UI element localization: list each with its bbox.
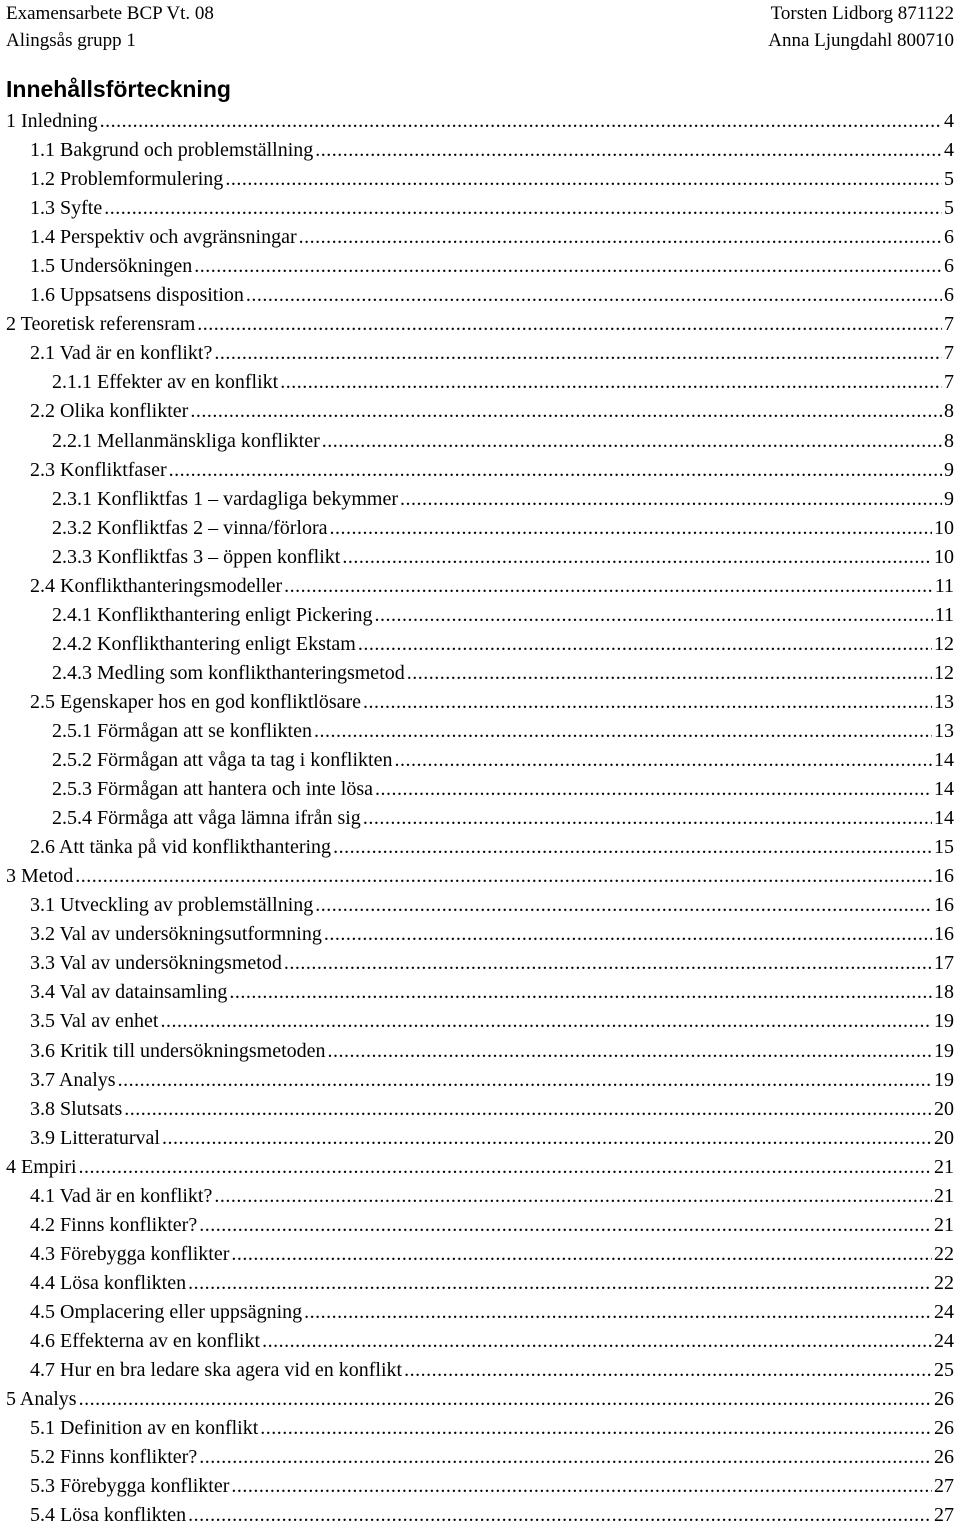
toc-entry-title: 4.7 Hur en bra ledare ska agera vid en konflikt [30,1359,403,1382]
toc-leader-dots [225,165,942,194]
toc-leader-dots [161,1007,933,1036]
toc-page-number: 19 [934,1068,954,1091]
toc-entry[interactable] [0,572,960,601]
toc-leader-dots [324,920,932,949]
toc-entry[interactable] [0,427,960,456]
toc-entry-title: 2.5.2 Förmågan att våga ta tag i konflikten [52,749,393,772]
toc-page-number: 5 [944,168,954,191]
toc-leader-dots [375,775,932,804]
header-author-1: Torsten Lidborg 871122 [770,3,954,24]
toc-page-number: 9 [944,458,954,481]
toc-entry-title: 4.6 Effekterna av en konflikt [30,1329,261,1352]
toc-page-number: 24 [934,1329,954,1352]
toc-entry-title: 5.1 Definition av en konflikt [30,1417,259,1440]
toc-entry-title: 2.5.3 Förmågan att hantera och inte lösa [52,778,374,801]
toc-leader-dots [342,543,932,572]
toc-entry[interactable] [0,1182,960,1211]
toc-page-number: 7 [944,371,954,394]
toc-leader-dots [280,368,942,397]
toc-entry[interactable] [0,978,960,1007]
toc-page-number: 19 [934,1010,954,1033]
toc-page-number: 5 [944,197,954,220]
toc-entry[interactable] [0,136,960,165]
toc-entry[interactable] [0,1211,960,1240]
toc-leader-dots [169,456,942,485]
toc-page-number: 19 [934,1039,954,1062]
toc-entry-title: 1.6 Uppsatsens disposition [30,284,244,307]
toc-leader-dots [199,1443,932,1472]
toc-page-number: 16 [934,865,954,888]
toc-leader-dots [315,136,942,165]
toc-leader-dots [104,194,942,223]
toc-page-number: 17 [934,952,954,975]
header-course: Examensarbete BCP Vt. 08 [6,3,214,24]
toc-page-number: 16 [934,894,954,917]
toc-page-number: 27 [934,1475,954,1498]
toc-page-number: 6 [944,255,954,278]
toc-entry[interactable] [0,1298,960,1327]
toc-entry-title: 1 Inledning [6,110,98,132]
toc-entry[interactable] [0,659,960,688]
toc-entry[interactable] [0,804,960,833]
toc-leader-dots [333,833,932,862]
toc-entry-title: 3.7 Analys [30,1068,116,1091]
toc-page-number: 26 [934,1388,954,1411]
toc-entry-title: 2.2 Olika konflikter [30,400,189,423]
toc-leader-dots [315,891,932,920]
toc-entry-title: 2.3.3 Konfliktfas 3 – öppen konflikt [52,545,341,568]
toc-leader-dots [231,1472,932,1501]
toc-entry-title: 1.4 Perspektiv och avgränsningar [30,226,297,249]
toc-page-number: 11 [934,603,954,626]
toc-page-number: 8 [944,400,954,423]
toc-title: Innehållsförteckning [6,76,231,102]
toc-page-number: 18 [934,981,954,1004]
toc-entry-title: 4.4 Lösa konflikten [30,1271,187,1294]
toc-page-number: 9 [944,487,954,510]
toc-page-number: 12 [934,632,954,655]
toc-page-number: 13 [934,719,954,742]
toc-entry-title: 1.2 Problemformulering [30,168,224,191]
toc-leader-dots [188,1269,932,1298]
toc-entry-title: 2.1 Vad är en konflikt? [30,342,213,365]
toc-entry-title: 2.5.4 Förmåga att våga lämna ifrån sig [52,807,361,830]
toc-entry-title: 2.5 Egenskaper hos en god konfliktlösare [30,690,362,713]
toc-leader-dots [199,1211,932,1240]
toc-entry[interactable] [0,252,960,281]
toc-entry-title: 5.3 Förebygga konflikter [30,1475,230,1498]
toc-leader-dots [190,397,942,426]
toc-entry-title: 2.5.1 Förmågan att se konflikten [52,719,312,742]
toc-entry[interactable] [0,920,960,949]
toc-leader-dots [162,1124,932,1153]
toc-page-number: 8 [944,429,954,452]
toc-leader-dots [214,1182,932,1211]
toc-page-number: 15 [934,836,954,859]
toc-entry[interactable] [0,1356,960,1385]
toc-leader-dots [79,1153,932,1182]
toc-entry[interactable] [0,601,960,630]
toc-entry-title: 2 Teoretisk referensram [6,313,196,336]
toc-page-number: 21 [934,1184,954,1207]
toc-entry-title: 5 Analys [6,1388,77,1411]
toc-entry-title: 2.2.1 Mellanmänskliga konflikter [52,429,320,452]
toc-entry-title: 1.5 Undersökningen [30,255,193,278]
toc-entry[interactable] [0,310,960,339]
toc-leader-dots [322,427,942,456]
toc-entry[interactable] [0,1095,960,1124]
toc-entry-title: 2.4.1 Konflikthantering enligt Pickering [52,603,373,626]
toc-entry[interactable] [0,368,960,397]
toc-leader-dots [79,1385,932,1414]
toc-entry-title: 4 Empiri [6,1155,77,1178]
toc-entry[interactable] [0,1269,960,1298]
toc-leader-dots [304,1298,932,1327]
toc-leader-dots [363,804,932,833]
toc-leader-dots [284,572,933,601]
toc-leader-dots [246,281,942,310]
toc-entry-title: 2.1.1 Effekter av en konflikt [52,371,279,394]
toc-entry-title: 4.2 Finns konflikter? [30,1213,198,1236]
toc-leader-dots [314,717,932,746]
toc-page-number: 26 [934,1446,954,1469]
toc-entry-title: 3.2 Val av undersökningsutformning [30,923,322,946]
toc-page-number: 20 [934,1097,954,1120]
toc-entry[interactable] [0,339,960,368]
toc-entry[interactable] [0,1066,960,1095]
toc-page-number: 6 [944,226,954,249]
toc-leader-dots [400,485,942,514]
toc-entry[interactable] [0,688,960,717]
toc-page-number: 11 [934,574,954,597]
toc-leader-dots [188,1501,932,1530]
toc-entry[interactable] [0,1037,960,1066]
table-of-contents [0,107,960,1530]
toc-entry[interactable] [0,717,960,746]
toc-entry[interactable] [0,397,960,426]
toc-entry-title: 3.6 Kritik till undersökningsmetoden [30,1039,326,1062]
page-header [6,0,954,56]
toc-entry-title: 3.8 Slutsats [30,1097,123,1120]
toc-entry[interactable] [0,1153,960,1182]
toc-page-number: 21 [934,1155,954,1178]
toc-entry-title: 2.3 Konfliktfaser [30,458,167,481]
toc-leader-dots [214,339,942,368]
toc-leader-dots [407,659,932,688]
toc-entry-title: 2.6 Att tänka på vid konflikthantering [30,836,332,859]
toc-page-number: 4 [944,139,954,162]
toc-leader-dots [231,1240,932,1269]
toc-page-number: 27 [934,1504,954,1527]
toc-page-number: 14 [934,778,954,801]
toc-entry[interactable] [0,1472,960,1501]
toc-page-number: 22 [934,1242,954,1265]
toc-entry[interactable] [0,543,960,572]
toc-leader-dots [124,1095,932,1124]
toc-entry[interactable] [0,1385,960,1414]
toc-page-number: 21 [934,1213,954,1236]
toc-entry-title: 5.2 Finns konflikter? [30,1446,198,1469]
toc-entry-title: 3.4 Val av datainsamling [30,981,228,1004]
toc-leader-dots [229,978,932,1007]
toc-leader-dots [363,688,932,717]
toc-page-number: 25 [934,1359,954,1382]
header-group: Alingsås grupp 1 [6,30,136,51]
toc-page-number: 26 [934,1417,954,1440]
toc-entry-title: 4.5 Omplacering eller uppsägning [30,1300,303,1323]
toc-entry[interactable] [0,194,960,223]
toc-entry[interactable] [0,833,960,862]
toc-leader-dots [358,630,932,659]
header-author-2: Anna Ljungdahl 800710 [768,30,954,51]
toc-page-number: 22 [934,1271,954,1294]
toc-entry[interactable] [0,223,960,252]
toc-leader-dots [100,107,942,136]
toc-entry-title: 4.3 Förebygga konflikter [30,1242,230,1265]
toc-page-number: 13 [934,690,954,713]
toc-entry-title: 3 Metod [6,865,74,888]
toc-page-number: 14 [934,749,954,772]
header-right [768,0,954,54]
toc-entry-title: 1.3 Syfte [30,197,103,220]
toc-leader-dots [194,252,942,281]
toc-entry-title: 5.4 Lösa konflikten [30,1504,187,1527]
toc-entry-title: 4.1 Vad är en konflikt? [30,1184,213,1207]
toc-entry[interactable] [0,630,960,659]
toc-page-number: 16 [934,923,954,946]
toc-entry[interactable] [0,1007,960,1036]
toc-page-number: 20 [934,1126,954,1149]
toc-page-number: 6 [944,284,954,307]
toc-leader-dots [330,514,933,543]
toc-entry-title: 1.1 Bakgrund och problemställning [30,139,314,162]
toc-leader-dots [197,310,942,339]
toc-entry[interactable] [0,1327,960,1356]
toc-leader-dots [375,601,933,630]
toc-entry[interactable] [0,281,960,310]
toc-entry-title: 2.4.2 Konflikthantering enligt Ekstam [52,632,356,655]
toc-entry-title: 2.4 Konflikthanteringsmodeller [30,574,283,597]
header-left [6,0,214,54]
toc-entry[interactable] [0,1124,960,1153]
toc-entry-title: 3.1 Utveckling av problemställning [30,894,314,917]
toc-entry[interactable] [0,949,960,978]
toc-leader-dots [262,1327,932,1356]
toc-entry-title: 2.3.2 Konfliktfas 2 – vinna/förlora [52,516,328,539]
toc-leader-dots [328,1037,932,1066]
toc-entry[interactable] [0,891,960,920]
toc-entry[interactable] [0,862,960,891]
toc-entry-title: 3.3 Val av undersökningsmetod [30,952,282,975]
toc-entry[interactable] [0,746,960,775]
toc-entry-title: 3.9 Litteraturval [30,1126,160,1149]
toc-entry[interactable] [0,107,960,136]
toc-leader-dots [118,1066,932,1095]
toc-leader-dots [299,223,942,252]
toc-leader-dots [260,1414,932,1443]
toc-page-number: 7 [944,313,954,336]
toc-entry[interactable] [0,165,960,194]
toc-entry[interactable] [0,485,960,514]
toc-page-number: 10 [934,545,954,568]
toc-entry-title: 2.3.1 Konfliktfas 1 – vardagliga bekymmer [52,487,399,510]
toc-entry[interactable] [0,1443,960,1472]
toc-entry[interactable] [0,514,960,543]
toc-page-number: 7 [944,342,954,365]
toc-leader-dots [394,746,932,775]
toc-page-number: 14 [934,807,954,830]
toc-page-number: 10 [934,516,954,539]
toc-entry[interactable] [0,456,960,485]
toc-entry[interactable] [0,1501,960,1530]
toc-entry[interactable] [0,1240,960,1269]
toc-entry[interactable] [0,1414,960,1443]
toc-leader-dots [75,862,932,891]
toc-leader-dots [404,1356,932,1385]
toc-leader-dots [284,949,932,978]
toc-entry-title: 3.5 Val av enhet [30,1010,159,1033]
toc-page-number: 24 [934,1300,954,1323]
toc-entry-title: 2.4.3 Medling som konflikthanteringsmetod [52,661,405,684]
toc-entry[interactable] [0,775,960,804]
toc-page-number: 12 [934,661,954,684]
toc-page-number: 4 [944,110,954,132]
